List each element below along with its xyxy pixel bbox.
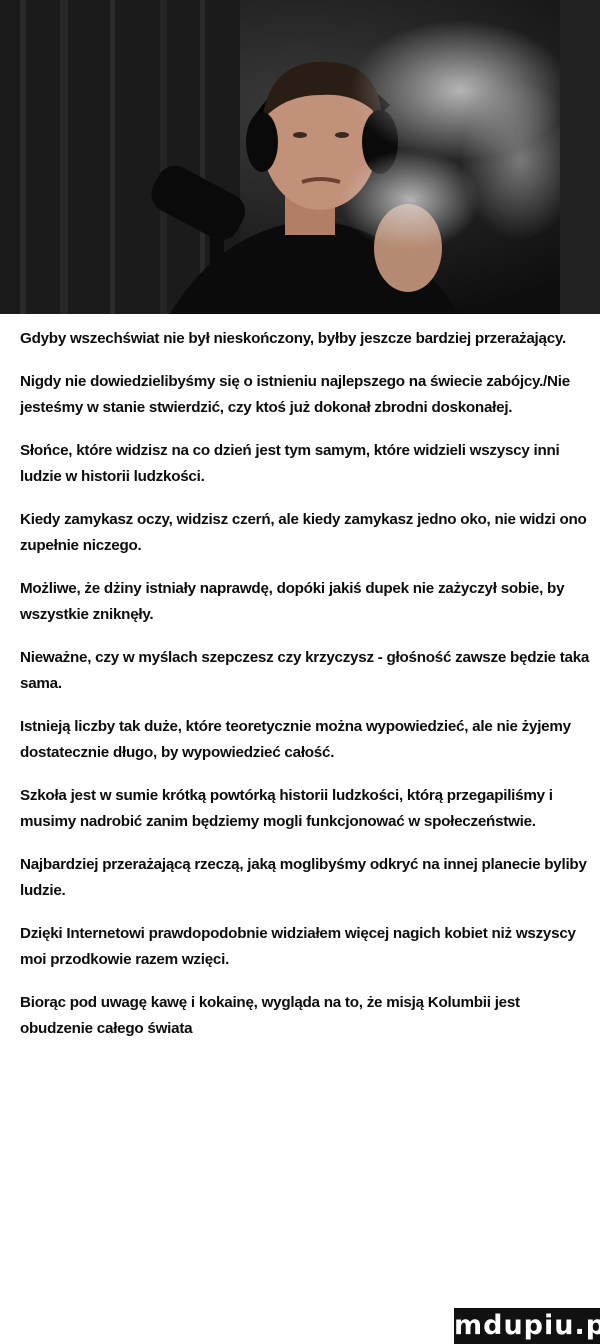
quote: Nieważne, czy w myślach szepczesz czy krzyczysz - głośność zawsze będzie taka sama. <box>20 649 590 692</box>
quote: Istnieją liczby tak duże, które teoretycznie można wypowiedzieć, ale nie żyjemy dostatecznie długo, by wypowiedzieć całość. <box>20 718 571 761</box>
photo-illustration <box>0 0 600 314</box>
quote: Dzięki Internetowi prawdopodobnie widziałem więcej nagich kobiet niż wszyscy moi przodkowie razem wzięci. <box>20 925 576 968</box>
quote-list <box>20 326 590 1059</box>
quote: Nigdy nie dowiedzielibyśmy się o istnieniu najlepszego na świecie zabójcy./Nie jesteśmy w stanie stwierdzić, czy ktoś już dokonał zbrodni doskonałej. <box>20 373 570 416</box>
site-watermark: mdupiu.pl <box>454 1308 600 1344</box>
quote: Kiedy zamykasz oczy, widzisz czerń, ale kiedy zamykasz jedno oko, nie widzi ono zupełnie niczego. <box>20 511 587 554</box>
quote: Najbardziej przerażającą rzeczą, jaką moglibyśmy odkryć na innej planecie byliby ludzie. <box>20 856 587 899</box>
quote: Słońce, które widzisz na co dzień jest tym samym, które widzieli wszyscy inni ludzie w historii ludzkości. <box>20 442 560 485</box>
quote: Gdyby wszechświat nie był nieskończony, byłby jeszcze bardziej przerażający. <box>20 330 566 347</box>
quote: Możliwe, że dżiny istniały naprawdę, dopóki jakiś dupek nie zażyczył sobie, by wszystkie zniknęły. <box>20 580 565 623</box>
quote: Szkoła jest w sumie krótką powtórką historii ludzkości, którą przegapiliśmy i musimy nadrobić zanim będziemy mogli funkcjonować w społeczeństwie. <box>20 787 553 830</box>
quote: Biorąc pod uwagę kawę i kokainę, wygląda na to, że misją Kolumbii jest obudzenie całego świata <box>20 994 520 1037</box>
header-photo <box>0 0 600 314</box>
